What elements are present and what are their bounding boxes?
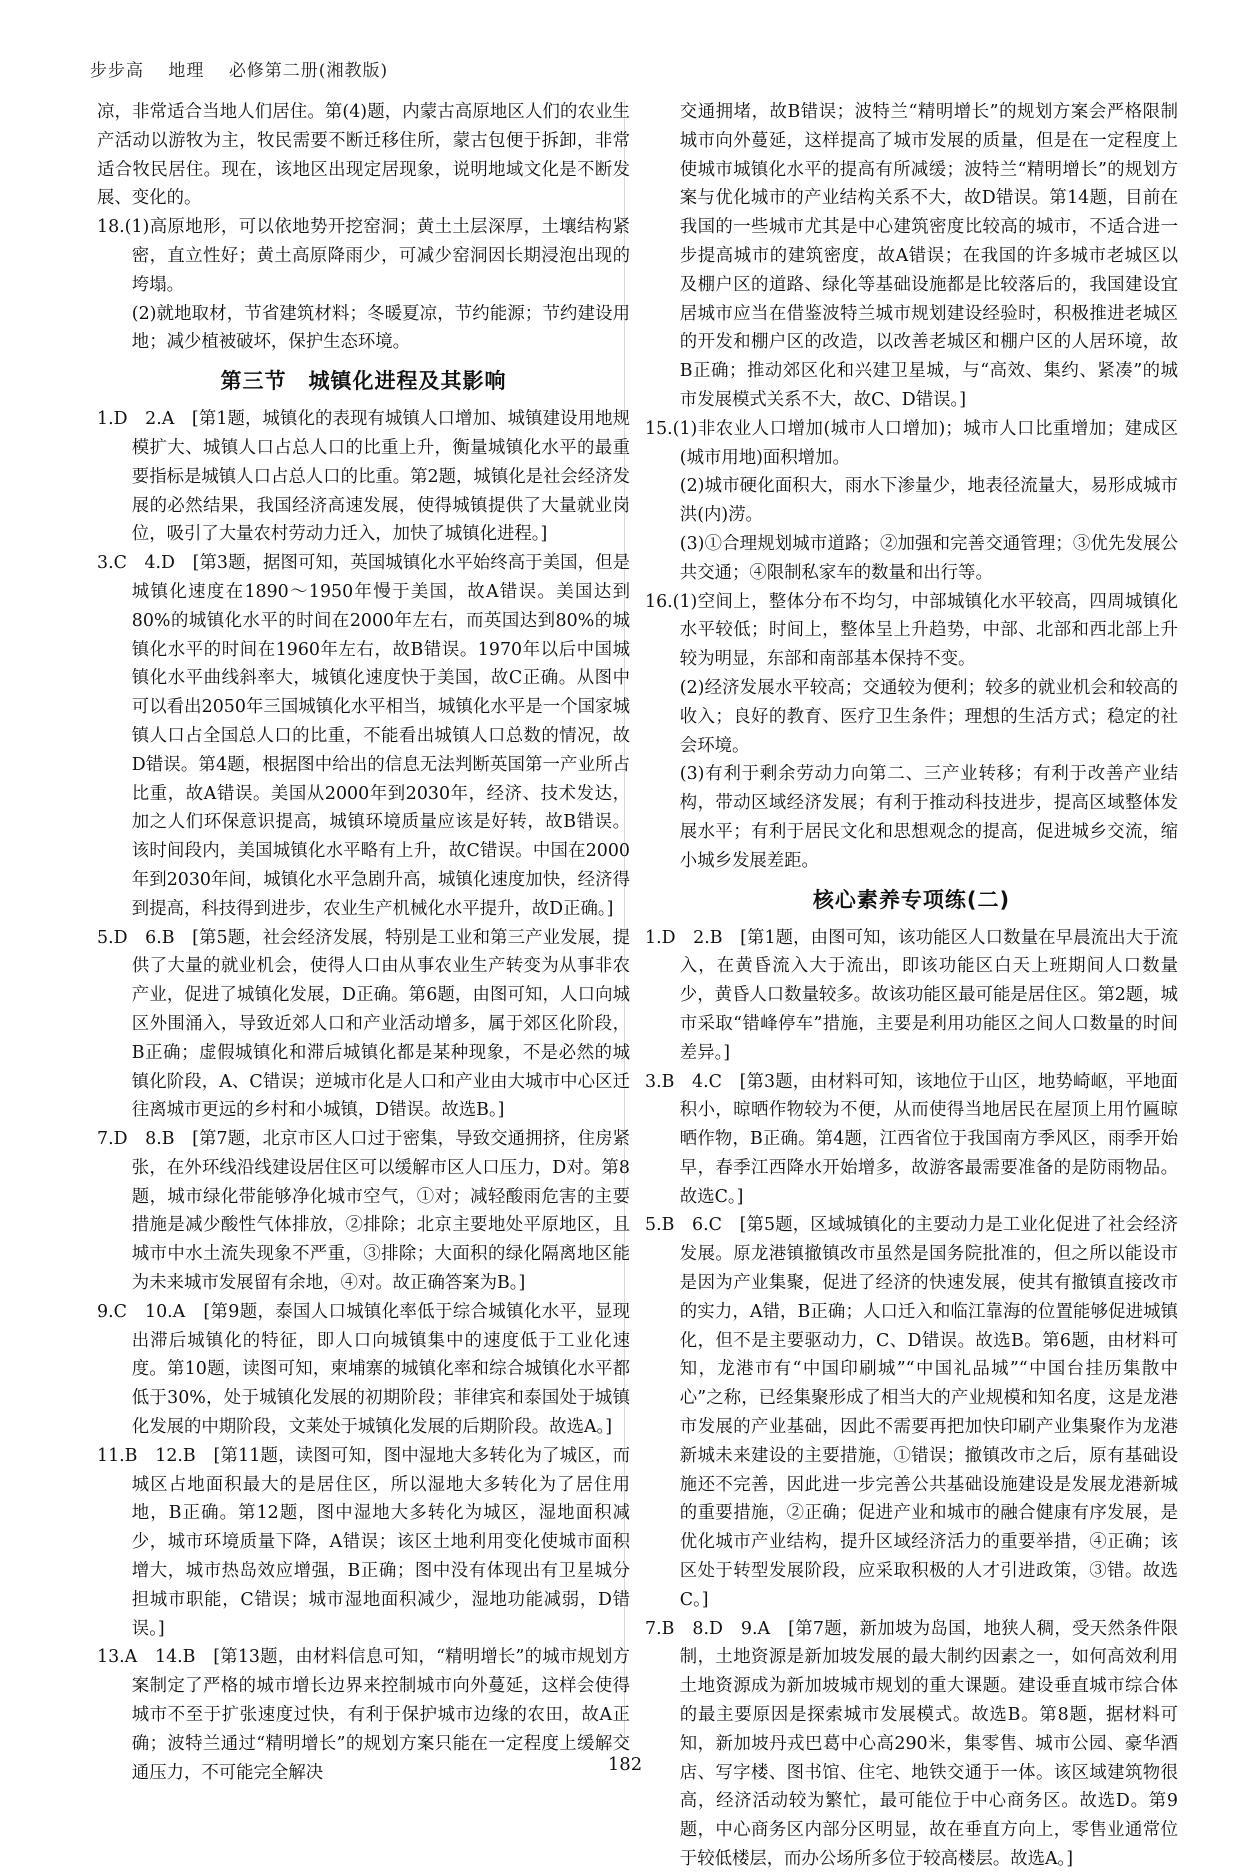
volume-label: 必修第二册(湘教版) [228,61,389,81]
answer-18-part-1: 18.(1)高原地形，可以依地势开挖窑洞；黄土土层深厚，土壤结构紧密，直立性好；黄土高原降雨少，可减少窑洞因长期浸泡出现的垮塌。 [97,217,630,295]
answer-15-part-1: 15.(1)非农业人口增加(城市人口增加)；城市人口比重增加；建成区(城市用地)面积增加。 [645,418,1178,468]
answer-16-part-1: 16.(1)空间上，整体分布不均匀，中部城镇化水平较高，四周城镇化水平较低；时间上，整体呈上升趋势，中部、北部和西北部上升较为明显，东部和南部基本保持不变。 [645,591,1178,670]
answer-b3-4: 3.B 4.C [第3题，由材料可知，该地位于山区，地势崎岖，平地面积小，晾晒作物较为不便，从而使得当地居民在屋顶上用竹匾晾晒作物，B正确。第4题，江西省位于我国南方季风区，雨季开始早，春季江西降水开始增多，故游客最需要准备的是防雨物品。故选C。] [645,1071,1178,1207]
right-column [645,98,1178,1874]
answer-11-12: 11.B 12.B [第11题，读图可知，图中湿地大多转化为了城区，而城区占地面积最大的是居住区，所以湿地大多转化为了居住用地，B正确。第12题，图中湿地大多转化为城区，湿地面积减少，城市环境质量下降，A错误；该区土地利用变化使城市面积增大，城市热岛效应增强，B正确；图中没有体现出有卫星城分担城市职能，C错误；城市湿地面积减少，湿地功能减弱，D错误。] [97,1445,630,1639]
page-number: 182 [607,1754,643,1775]
running-header [90,56,406,81]
answer-15-part-2: (2)城市硬化面积大，雨水下渗量少，地表径流量大，易形成城市洪(内)涝。 [679,476,1178,526]
answer-16-part-2: (2)经济发展水平较高；交通较为便利；较多的就业机会和较高的收入；良好的教育、医疗卫生条件；理想的生活方式；稳定的社会环境。 [679,677,1178,756]
answer-1-2: 1.D 2.A [第1题，城镇化的表现有城镇人口增加、城镇建设用地规模扩大、城镇人口占总人口的比重上升，衡量城镇化水平的最重要指标是城镇人口占总人口的比重。第2题，城镇化是社会经济发展的必然结果，我国经济高速发展，使得城镇提供了大量就业岗位，吸引了大量农村劳动力迁入，加快了城镇化进程。] [97,409,630,545]
answer-3-4: 3.C 4.D [第3题，据图可知，英国城镇化水平始终高于美国，但是城镇化速度在1890～1950年慢于美国，故A错误。美国达到80%的城镇化水平的时间在2000年左右，而英国达到80%的城镇化水平的时间在1960年左右，故B错误。1970年以后中国城镇化水平曲线斜率大，城镇化速度快于美国，故C正确。从图中可以看出2050年三国城镇化水平相当，城镇化水平是一个国家城镇人口占全国总人口的比重，不能看出城镇人口总数的情况，故D错误。第4题，根据图中给出的信息无法判断英国第一产业所占比重，故A错误。美国从2000年到2030年，经济、技术发达，加之人们环保意识提高，城镇环境质量应该是好转，故B错误。该时间段内，美国城镇化水平略有上升，故C错误。中国在2000年到2030年间，城镇化水平急剧升高，城镇化速度加快，经济得到提高，科技得到进步，农业生产机械化水平提升，故D正确。] [97,553,630,919]
answer-13-14: 13.A 14.B [第13题，由材料信息可知，“精明增长”的城市规划方案制定了严格的城市增长边界来控制城市向外蔓延，这样会使得城市不至于扩张速度过快，有利于保护城市边缘的农田，故A正确；波特兰通过“精明增长”的规划方案只能在一定程度上缓解交通压力，不可能完全解决 [97,1647,630,1783]
paragraph-continued: 交通拥堵，故B错误；波特兰“精明增长”的规划方案会严格限制城市向外蔓延，这样提高了城市发展的质量，但是在一定程度上使城市城镇化水平的提高有所减缓；波特兰“精明增长”的规划方案与优化城市的产业结构关系不大，故D错误。第14题，目前在我国的一些城市尤其是中心建筑密度比较高的城市，不适合进一步提高城市的建筑密度，故A错误；在我国的许多城市老城区以及棚户区的道路、绿化等基础设施都是比较落后的，我国建设宜居城市应当在借鉴波特兰城市规划建设经验时，积极推进老城区的开发和棚户区的改造，以改善老城区和棚户区的人居环境，故B正确；推动郊区化和兴建卫星城，与“高效、集约、紧凑”的城市发展模式关系不大，故C、D错误。] [679,102,1178,410]
paragraph: 凉，非常适合当地人们居住。第(4)题，内蒙古高原地区人们的农业生产活动以游牧为主，牧民需要不断迁移住所，蒙古包便于拆卸，非常适合牧民居住。现在，该地区出现定居现象，说明地域文化是不断发展、变化的。 [97,102,630,209]
answer-15-part-3: (3)①合理规划城市道路；②加强和完善交通管理；③优先发展公共交通；④限制私家车的数量和出行等。 [679,533,1178,583]
left-column [97,98,630,1787]
answer-7-8: 7.D 8.B [第7题，北京市区人口过于密集，导致交通拥挤，住房紧张，在外环线沿线建设居住区可以缓解市区人口压力，D对。第8题，城市绿化带能够净化城市空气，①对；减轻酸雨危害的主要措施是减少酸性气体排放，②排除；北京主要地处平原地区，且城市中水土流失现象不严重，③排除；大面积的绿化隔离地区能为未来城市发展留有余地，④对。故正确答案为B。] [97,1129,630,1294]
section-title: 核心素养专项练(二) [812,887,1011,912]
answer-16-part-3: (3)有利于剩余劳动力向第二、三产业转移；有利于改善产业结构，带动区域经济发展；有利于推动科技进步，提高区域整体发展水平；有利于居民文化和思想观念的提高，促进城乡交流，缩小城乡发展差距。 [679,764,1178,871]
answer-b7-9: 7.B 8.D 9.A [第7题，新加坡为岛国，地狭人稠，受天然条件限制，土地资源是新加坡发展的最大制约因素之一，如何高效利用土地资源成为新加坡城市规划的重大课题。建设垂直城市综合体的最主要原因是探索城市发展模式。故选B。第8题，据材料可知，新加坡丹戎巴葛中心高290米，集零售、城市公园、豪华酒店、写字楼、图书馆、住宅、地铁交通于一体。该区域建筑物很高，经济活动较为繁忙，最可能位于中心商务区。故选D。第9题，中心商务区内部分区明显，故在垂直方向上，零售业通常位于较低楼层，而办公场所多位于较高楼层。故选A。] [645,1618,1178,1870]
answer-18-part-2: (2)就地取材，节省建筑材料；冬暖夏凉，节约能源；节约建设用地；减少植被破坏，保护生态环境。 [131,303,630,353]
answer-5-6: 5.D 6.B [第5题，社会经济发展，特别是工业和第三产业发展，提供了大量的就业机会，使得人口由从事农业生产转变为从事非农产业，促进了城镇化发展，D正确。第6题，由图可知，人口向城区外围涌入，导致近郊人口和产业活动增多，属于郊区化阶段，B正确；虚假城镇化和滞后城镇化都是某种现象，不是必然的城镇化阶段，A、C错误；逆城市化是人口和产业由大城市中心区迁往离城市更远的乡村和小城镇，D错误。故选B。] [97,927,630,1121]
subject-label: 地理 [168,61,205,81]
section-title: 第三节 城镇化进程及其影响 [220,369,507,394]
brand-label: 步步高 [90,61,144,81]
answer-9-10: 9.C 10.A [第9题，泰国人口城镇化率低于综合城镇化水平，显现出滞后城镇化的特征，即人口向城镇集中的速度低于工业化速度。第10题，读图可知，柬埔寨的城镇化率和综合城镇化水平都低于30%，处于城镇化发展的初期阶段；菲律宾和泰国处于城镇化发展的中期阶段，文莱处于城镇化发展的后期阶段。故选A。] [97,1301,630,1438]
answer-b1-2: 1.D 2.B [第1题，由图可知，该功能区人口数量在早晨流出大于流入，在黄昏流入大于流出，即该功能区白天上班期间人口数量少，黄昏人口数量较多。故该功能区最可能是居住区。第2题，城市采取“错峰停车”措施，主要是利用功能区之间人口数量的时间差异。] [645,927,1178,1063]
answer-b5-6: 5.B 6.C [第5题，区域城镇化的主要动力是工业化促进了社会经济发展。原龙港镇撤镇改市虽然是国务院批准的，但之所以能设市是因为产业集聚，促进了经济的快速发展，使其有撤镇直接改市的实力，A错，B正确；人口迁入和临江靠海的位置能够促进城镇化，但不是主要驱动力，C、D错误。故选B。第6题，由材料可知，龙港市有“中国印刷城”“中国礼品城”“中国台挂历集散中心”之称，已经集聚形成了相当大的产业规模和知名度，这是龙港市发展的产业基础，因此不需要再把加快印刷产业集聚作为龙港新城未来建设的主要措施，①错误；撤镇改市之后，原有基础设施还不完善，因此进一步完善公共基础设施建设是发展龙港新城的重要措施，②正确；促进产业和城市的融合健康有序发展，是优化城市产业结构，提升区域经济活力的重要举措，④正确；该区处于转型发展阶段，应采取积极的人才引进政策，③错。故选C。] [645,1215,1178,1610]
